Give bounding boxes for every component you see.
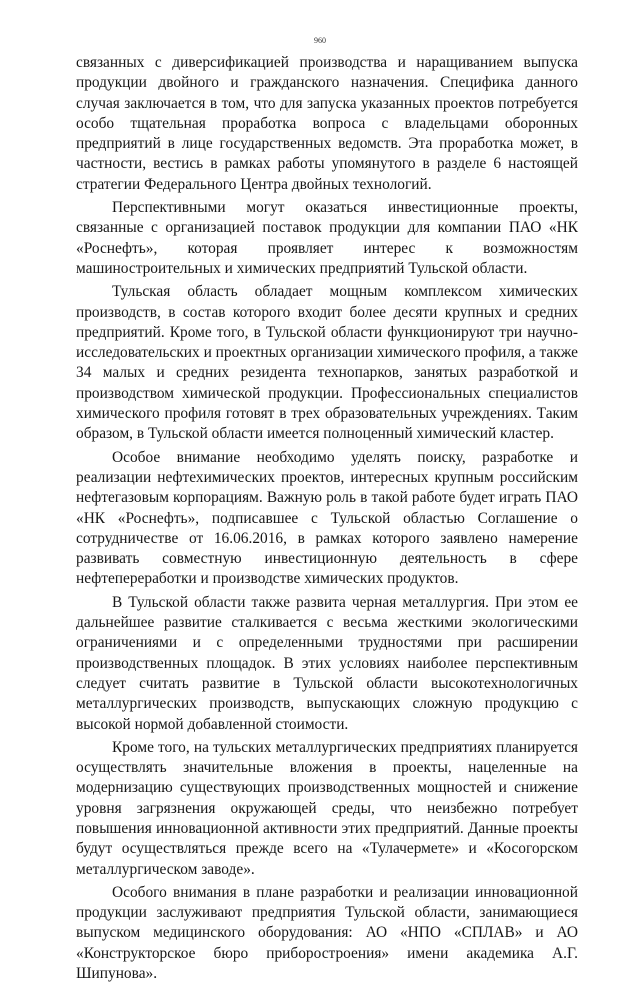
page-number: 960 bbox=[314, 36, 326, 45]
paragraph-rosneft-supply: Перспективными могут оказаться инвестиционные проекты, связанные с организацией поставок продукции для компании ПАО «НК «Роснефть», которая проявляет интерес к возможностям машиностроительных и химических предприятий Тульской области. bbox=[76, 199, 578, 277]
paragraph-ferrous-metallurgy: В Тульской области также развита черная металлургия. При этом ее дальнейшее развитие сталкивается с весьма жесткими экологическими ограничениями и с определенными трудностями при расширении производственных площадок. В этих условиях наиболее перспективным следует считать развитие в Тульской области высокотехнологичных металлургических производств, выпускающих сложную продукцию с высокой нормой добавленной стоимости. bbox=[76, 593, 578, 733]
paragraph-metallurgy-modernization: Кроме того, на тульских металлургических предприятиях планируется осуществлять значительные вложения в проекты, нацеленные на модернизацию существующих производственных мощностей и снижение уровня загрязнения окружающей среды, что неизбежно потребует повышения инновационной активности этих предприятий. Данные проекты будут осуществляться прежде всего на «Тулачермете» и «Косогорском металлургическом заводе». bbox=[76, 738, 578, 878]
document-body bbox=[76, 53, 578, 984]
paragraph-continuation: связанных с диверсификацией производства и наращиванием выпуска продукции двойного и гражданского назначения. Специфика данного случая заключается в том, что для запуска указанных проектов потребуется особо тщательная проработка вопроса с владельцами оборонных предприятий в лице государственных ведомств. Эта проработка может, в частности, вестись в рамках работы упомянутого в разделе 6 настоящей стратегии Федерального Центра двойных технологий. bbox=[76, 54, 578, 193]
paragraph-chemical-cluster: Тульская область обладает мощным комплексом химических производств, в состав которого входит более десяти крупных и средних предприятий. Кроме того, в Тульской области функционируют три научно-исследовательских и проектных организации химического профиля, а также 34 малых и средних резидента технопарков, занятых разработкой и производством химической продукции. Профессиональных специалистов химического профиля готовят в трех образовательных учреждениях. Таким образом, в Тульской области имеется полноценный химический кластер. bbox=[76, 283, 578, 443]
paragraph-medical-equipment: Особого внимания в плане разработки и реализации инновационной продукции заслуживают предприятия Тульской области, занимающиеся выпуском медицинского оборудования: АО «НПО «СПЛАВ» и АО «Конструкторское бюро приборостроения» имени академика А.Г. Шипунова». bbox=[76, 883, 578, 983]
paragraph-petrochemical-projects: Особое внимание необходимо уделять поиску, разработке и реализации нефтехимических проектов, интересных крупным российским нефтегазовым корпорациям. Важную роль в такой работе будет играть ПАО «НК «Роснефть», подписавшее с Тульской областью Соглашение о сотрудничестве от 16.06.2016, в рамках которого заявлено намерение развивать совместную инвестиционную деятельность в сфере нефтепереработки и производстве химических продуктов. bbox=[76, 448, 578, 588]
